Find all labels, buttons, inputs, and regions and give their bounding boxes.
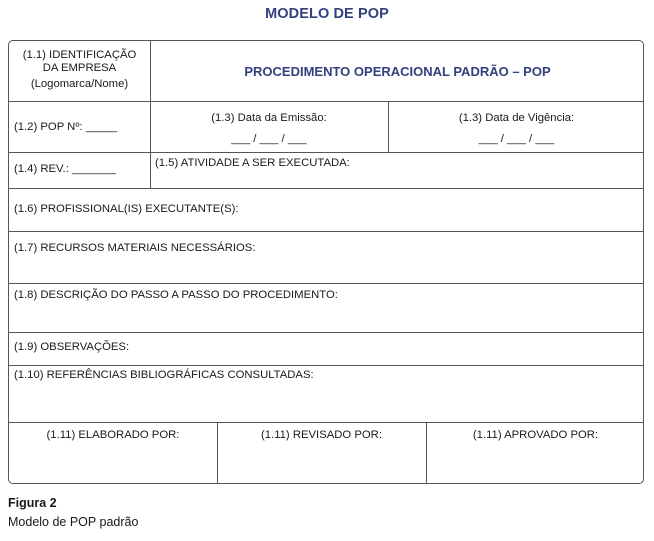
row-divider: [9, 365, 644, 366]
validity-date-label: (1.3) Data de Vigência:: [458, 112, 575, 124]
company-identification-label: DA EMPRESA: [42, 62, 117, 74]
validity-date-field: ___ / ___ / ___: [478, 133, 555, 145]
professionals-label: (1.6) PROFISSIONAL(IS) EXECUTANTE(S):: [14, 203, 239, 215]
revision-field: (1.4) REV.: _______: [14, 163, 116, 175]
pop-number-field: (1.2) POP Nº: _____: [14, 121, 118, 133]
row-divider: [9, 422, 644, 423]
row-divider: [9, 231, 644, 232]
pop-form: [8, 40, 644, 484]
row-divider: [9, 152, 644, 153]
activity-label: (1.5) ATIVIDADE A SER EXECUTADA:: [155, 157, 350, 169]
company-identification-hint: (Logomarca/Nome): [30, 78, 129, 90]
page-title: MODELO DE POP: [265, 6, 389, 22]
observations-label: (1.9) OBSERVAÇÕES:: [14, 341, 130, 353]
row-divider: [9, 283, 644, 284]
resources-label: (1.7) RECURSOS MATERIAIS NECESSÁRIOS:: [14, 242, 256, 254]
company-identification: [9, 49, 150, 91]
figure-label: Figura 2: [8, 496, 57, 510]
row-divider: [9, 101, 644, 102]
prepared-by-label: (1.11) ELABORADO POR:: [46, 429, 180, 441]
pop-form-title: PROCEDIMENTO OPERACIONAL PADRÃO – POP: [244, 64, 551, 79]
references-label: (1.10) REFERÊNCIAS BIBLIOGRÁFICAS CONSULTADAS:: [14, 369, 314, 381]
row-divider: [9, 188, 644, 189]
figure-caption: Modelo de POP padrão: [8, 515, 139, 529]
company-identification-label: (1.1) IDENTIFICAÇÃO: [22, 49, 137, 61]
reviewed-by-label: (1.11) REVISADO POR:: [261, 429, 382, 441]
approved-by-label: (1.11) APROVADO POR:: [472, 429, 599, 441]
issue-date-label: (1.3) Data da Emissão:: [211, 112, 327, 124]
issue-date-field: ___ / ___ / ___: [231, 133, 307, 145]
procedure-description-label: (1.8) DESCRIÇÃO DO PASSO A PASSO DO PROCEDIMENTO:: [14, 289, 338, 301]
row-divider: [9, 332, 644, 333]
